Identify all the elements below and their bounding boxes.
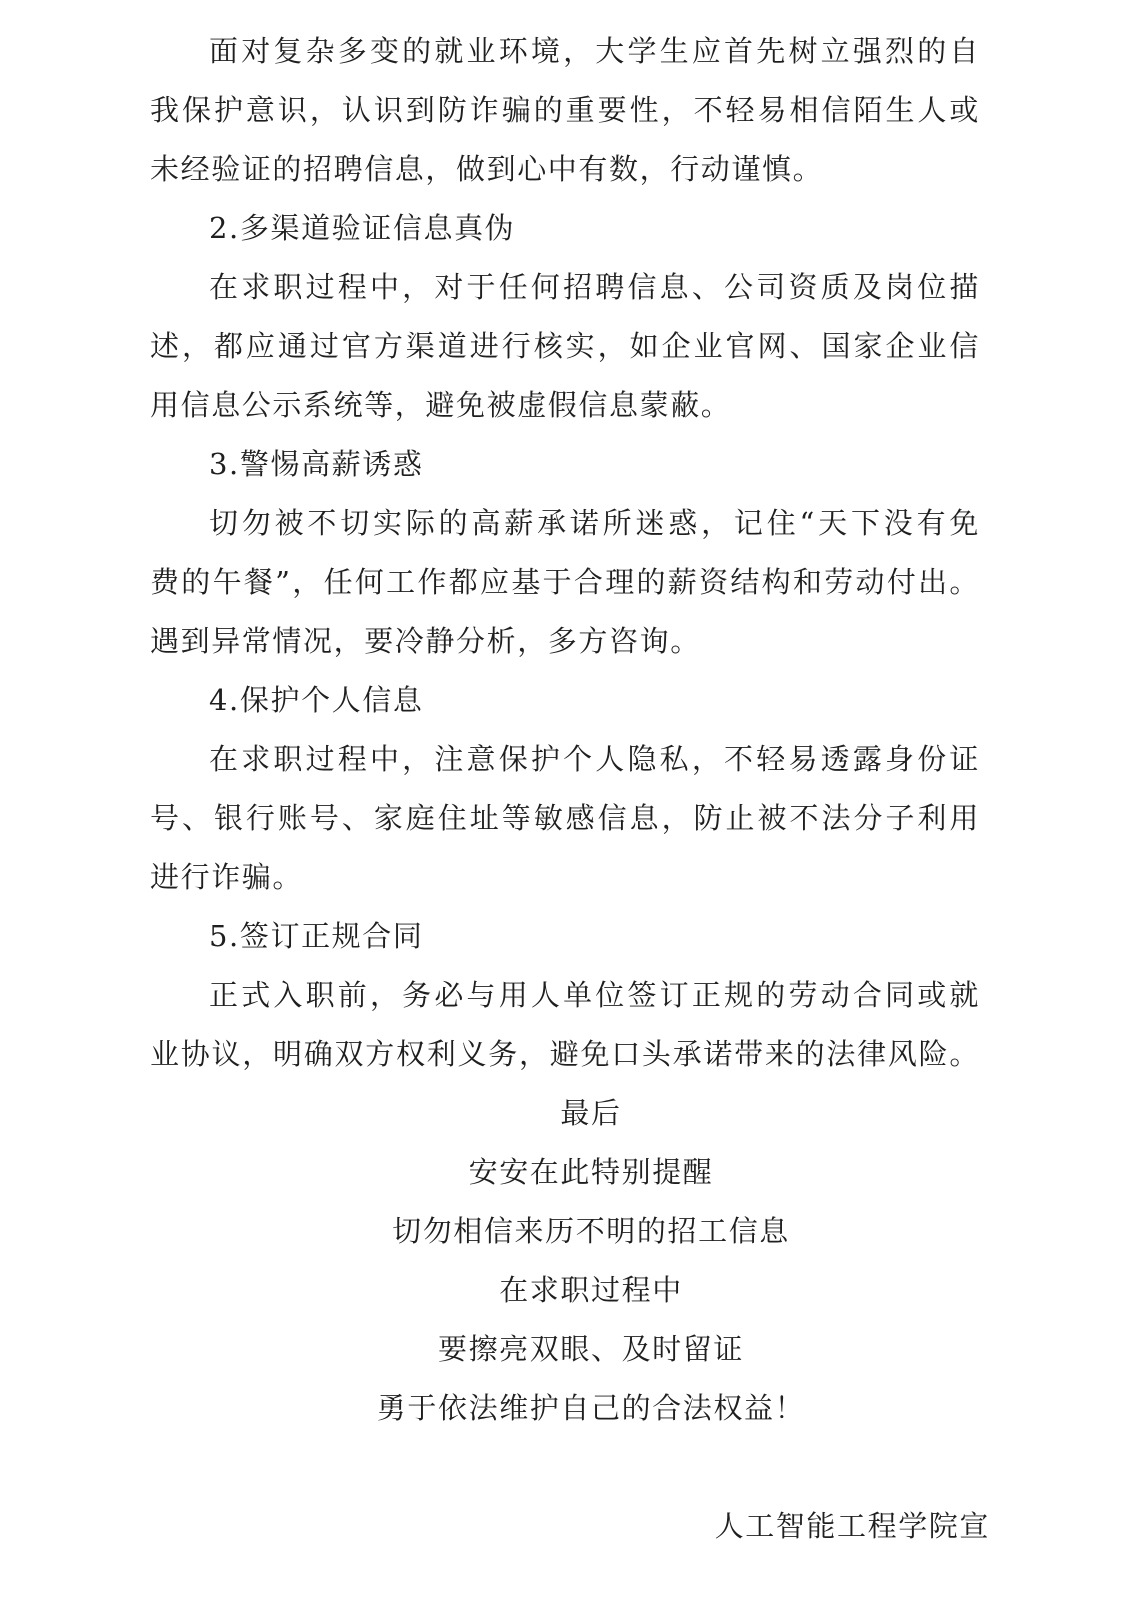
paragraph-line: 用信息公示系统等，避免被虚假信息蒙蔽。 (150, 388, 732, 422)
paragraph-line: 进行诈骗。 (150, 860, 304, 894)
paragraph-line: 我保护意识，认识到防诈骗的重要性，不轻易相信陌生人或 (150, 93, 980, 127)
center-line: 勇于依法维护自己的合法权益！ (376, 1391, 806, 1425)
section-heading: 5.签订正规合同 (209, 919, 424, 953)
section-heading: 4.保护个人信息 (209, 683, 424, 717)
paragraph-line: 遇到异常情况，要冷静分析，多方咨询。 (150, 624, 701, 658)
paragraph-line: 业协议，明确双方权利义务，避免口头承诺带来的法律风险。 (150, 1037, 980, 1071)
section-heading: 2.多渠道验证信息真伪 (209, 211, 516, 245)
block-center (150, 1084, 980, 1438)
block-heading (150, 671, 980, 730)
block-paragraph (150, 22, 980, 199)
block-spacer (150, 1438, 980, 1497)
block-heading (150, 435, 980, 494)
paragraph-line: 号、银行账号、家庭住址等敏感信息，防止被不法分子利用 (150, 801, 980, 835)
section-heading: 3.警惕高薪诱惑 (209, 447, 424, 481)
paragraph-line: 未经验证的招聘信息，做到心中有数，行动谨慎。 (150, 152, 824, 186)
center-line: 在求职过程中 (499, 1273, 683, 1307)
center-line: 切勿相信来历不明的招工信息 (392, 1214, 790, 1248)
center-line: 要擦亮双眼、及时留证 (437, 1332, 744, 1366)
block-heading (150, 199, 980, 258)
center-line: 安安在此特别提醒 (468, 1155, 714, 1189)
center-line: 最后 (560, 1096, 622, 1130)
block-paragraph (150, 966, 980, 1084)
paragraph-line: 费的午餐”，任何工作都应基于合理的薪资结构和劳动付出。 (150, 565, 980, 599)
signature: 人工智能工程学院宣 (714, 1509, 990, 1543)
paragraph-line: 在求职过程中，对于任何招聘信息、公司资质及岗位描 (209, 270, 980, 304)
paragraph-line: 正式入职前，务必与用人单位签订正规的劳动合同或就 (209, 978, 980, 1012)
paragraph-line: 切勿被不切实际的高薪承诺所迷惑，记住“天下没有免 (209, 506, 980, 540)
block-signature (150, 1497, 990, 1556)
block-paragraph (150, 494, 980, 671)
block-heading (150, 907, 980, 966)
block-paragraph (150, 730, 980, 907)
paragraph-line: 在求职过程中，注意保护个人隐私，不轻易透露身份证 (209, 742, 980, 776)
paragraph-line: 述，都应通过官方渠道进行核实，如企业官网、国家企业信 (150, 329, 980, 363)
block-paragraph (150, 258, 980, 435)
document-body (150, 22, 990, 1556)
paragraph-line: 面对复杂多变的就业环境，大学生应首先树立强烈的自 (209, 34, 980, 68)
spacer-line (150, 1438, 980, 1497)
